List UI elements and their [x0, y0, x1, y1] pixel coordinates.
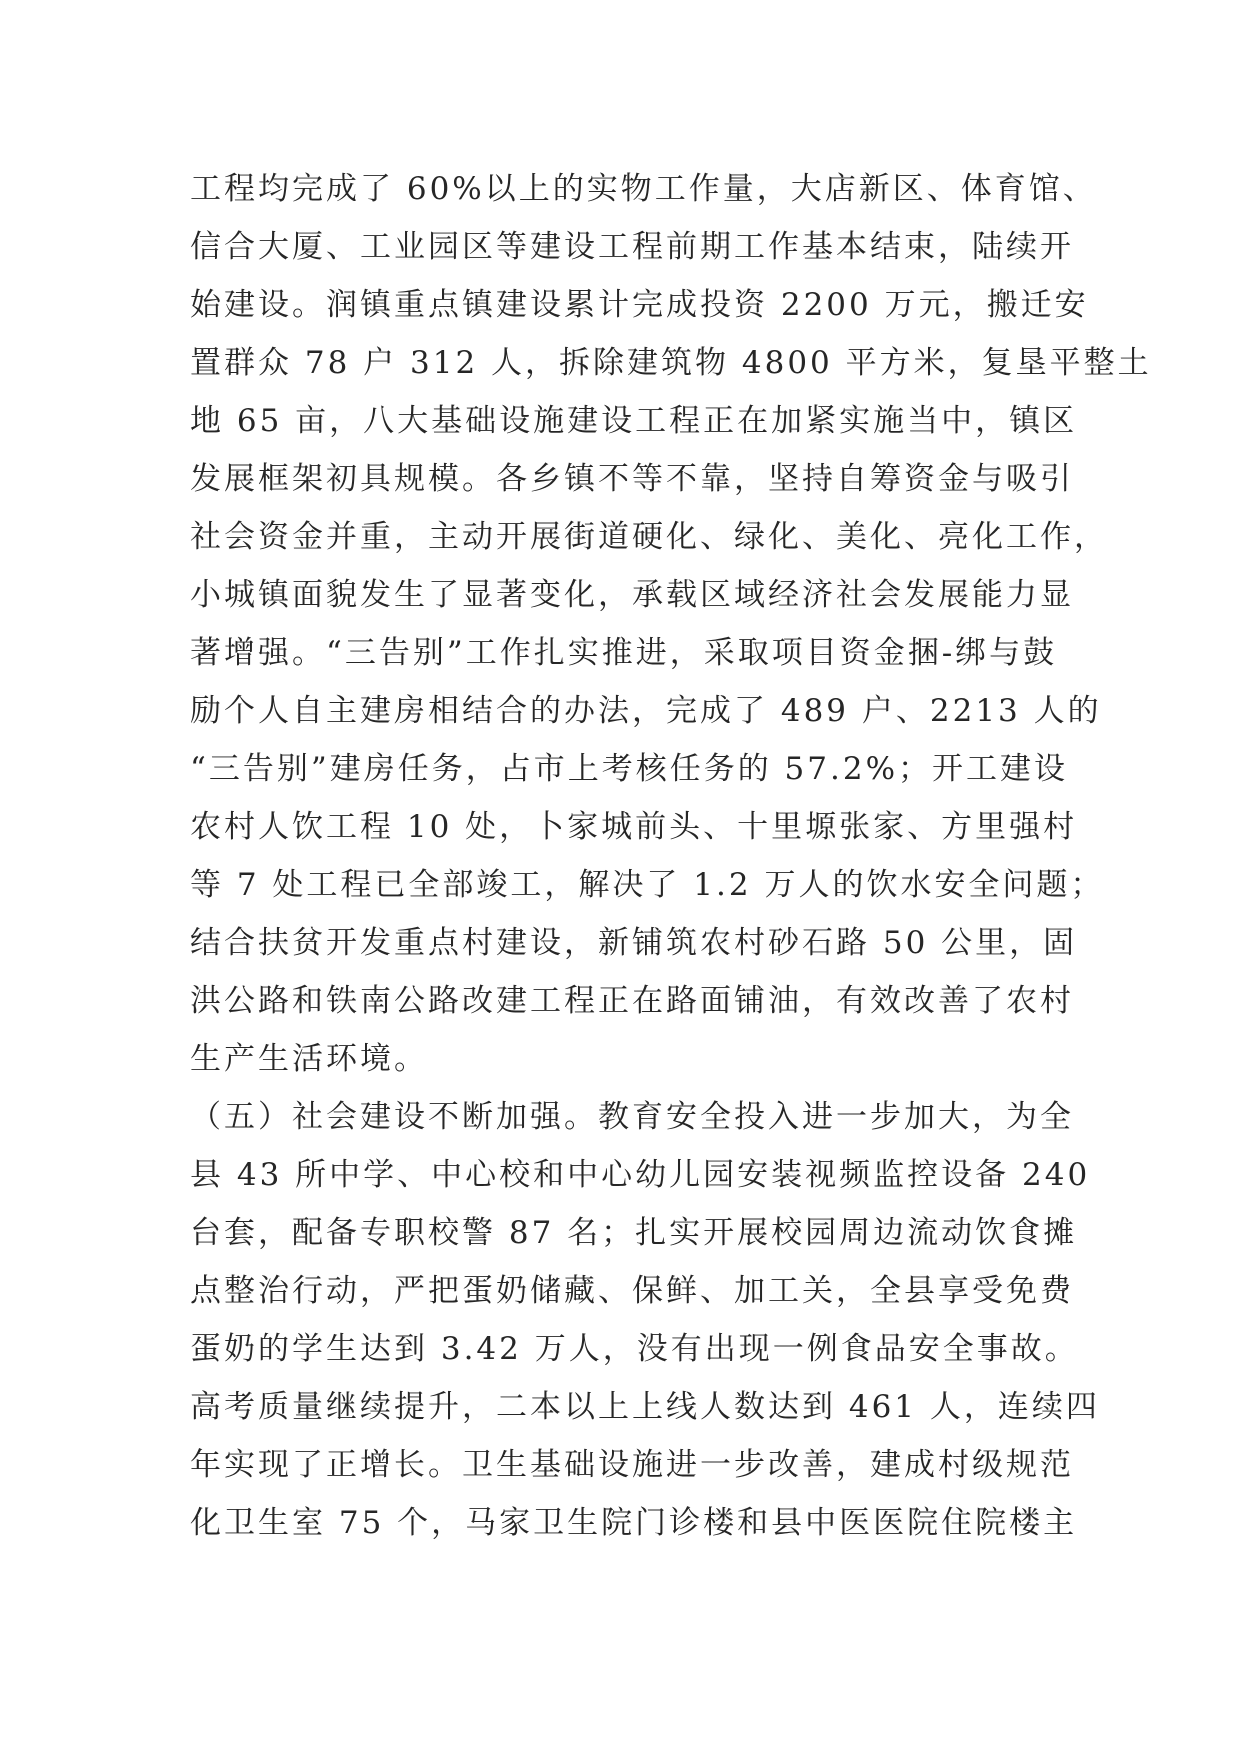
text-line: 洪公路和铁南公路改建工程正在路面铺油，有效改善了农村 [190, 983, 1074, 1019]
text-line: 结合扶贫开发重点村建设，新铺筑农村砂石路 50 公里，固 [190, 925, 1078, 961]
text-line: 发展框架初具规模。各乡镇不等不靠，坚持自筹资金与吸引 [190, 461, 1074, 497]
text-line: 高考质量继续提升，二本以上上线人数达到 461 人，连续四 [190, 1389, 1100, 1425]
text-line: 始建设。润镇重点镇建设累计完成投资 2200 万元，搬迁安 [190, 287, 1089, 323]
text-line: “三告别”建房任务，占市上考核任务的 57.2%；开工建设 [190, 751, 1069, 787]
body-text [190, 160, 1152, 1552]
text-line: 工程均完成了 60%以上的实物工作量，大店新区、体育馆、 [190, 171, 1097, 207]
text-line: 农村人饮工程 10 处，卜家城前头、十里塬张家、方里强村 [190, 809, 1078, 845]
text-line: 县 43 所中学、中心校和中心幼儿园安装视频监控设备 240 [190, 1157, 1091, 1193]
text-line: 生产生活环境。 [190, 1041, 428, 1077]
text-line: 小城镇面貌发生了显著变化，承载区域经济社会发展能力显 [190, 577, 1074, 613]
text-line: 点整治行动，严把蛋奶储藏、保鲜、加工关，全县享受免费 [190, 1273, 1074, 1309]
text-line: 等 7 处工程已全部竣工，解决了 1.2 万人的饮水安全问题； [190, 867, 1105, 903]
section-heading-line: （五）社会建设不断加强。教育安全投入进一步加大，为全 [190, 1099, 1074, 1135]
text-line: 台套，配备专职校警 87 名；扎实开展校园周边流动饮食摊 [190, 1215, 1078, 1251]
text-line: 蛋奶的学生达到 3.42 万人，没有出现一例食品安全事故。 [190, 1331, 1079, 1367]
text-line: 社会资金并重，主动开展街道硬化、绿化、美化、亮化工作， [190, 519, 1108, 555]
text-line: 著增强。“三告别”工作扎实推进，采取项目资金捆-绑与鼓 [190, 635, 1058, 671]
text-line: 置群众 78 户 312 人，拆除建筑物 4800 平方米，复垦平整土 [190, 345, 1152, 381]
text-line: 信合大厦、工业园区等建设工程前期工作基本结束，陆续开 [190, 229, 1074, 265]
text-line: 年实现了正增长。卫生基础设施进一步改善，建成村级规范 [190, 1447, 1074, 1483]
text-line: 化卫生室 75 个，马家卫生院门诊楼和县中医医院住院楼主 [190, 1505, 1078, 1541]
text-line: 地 65 亩，八大基础设施建设工程正在加紧实施当中，镇区 [190, 403, 1078, 439]
text-line: 励个人自主建房相结合的办法，完成了 489 户、2213 人的 [190, 693, 1102, 729]
